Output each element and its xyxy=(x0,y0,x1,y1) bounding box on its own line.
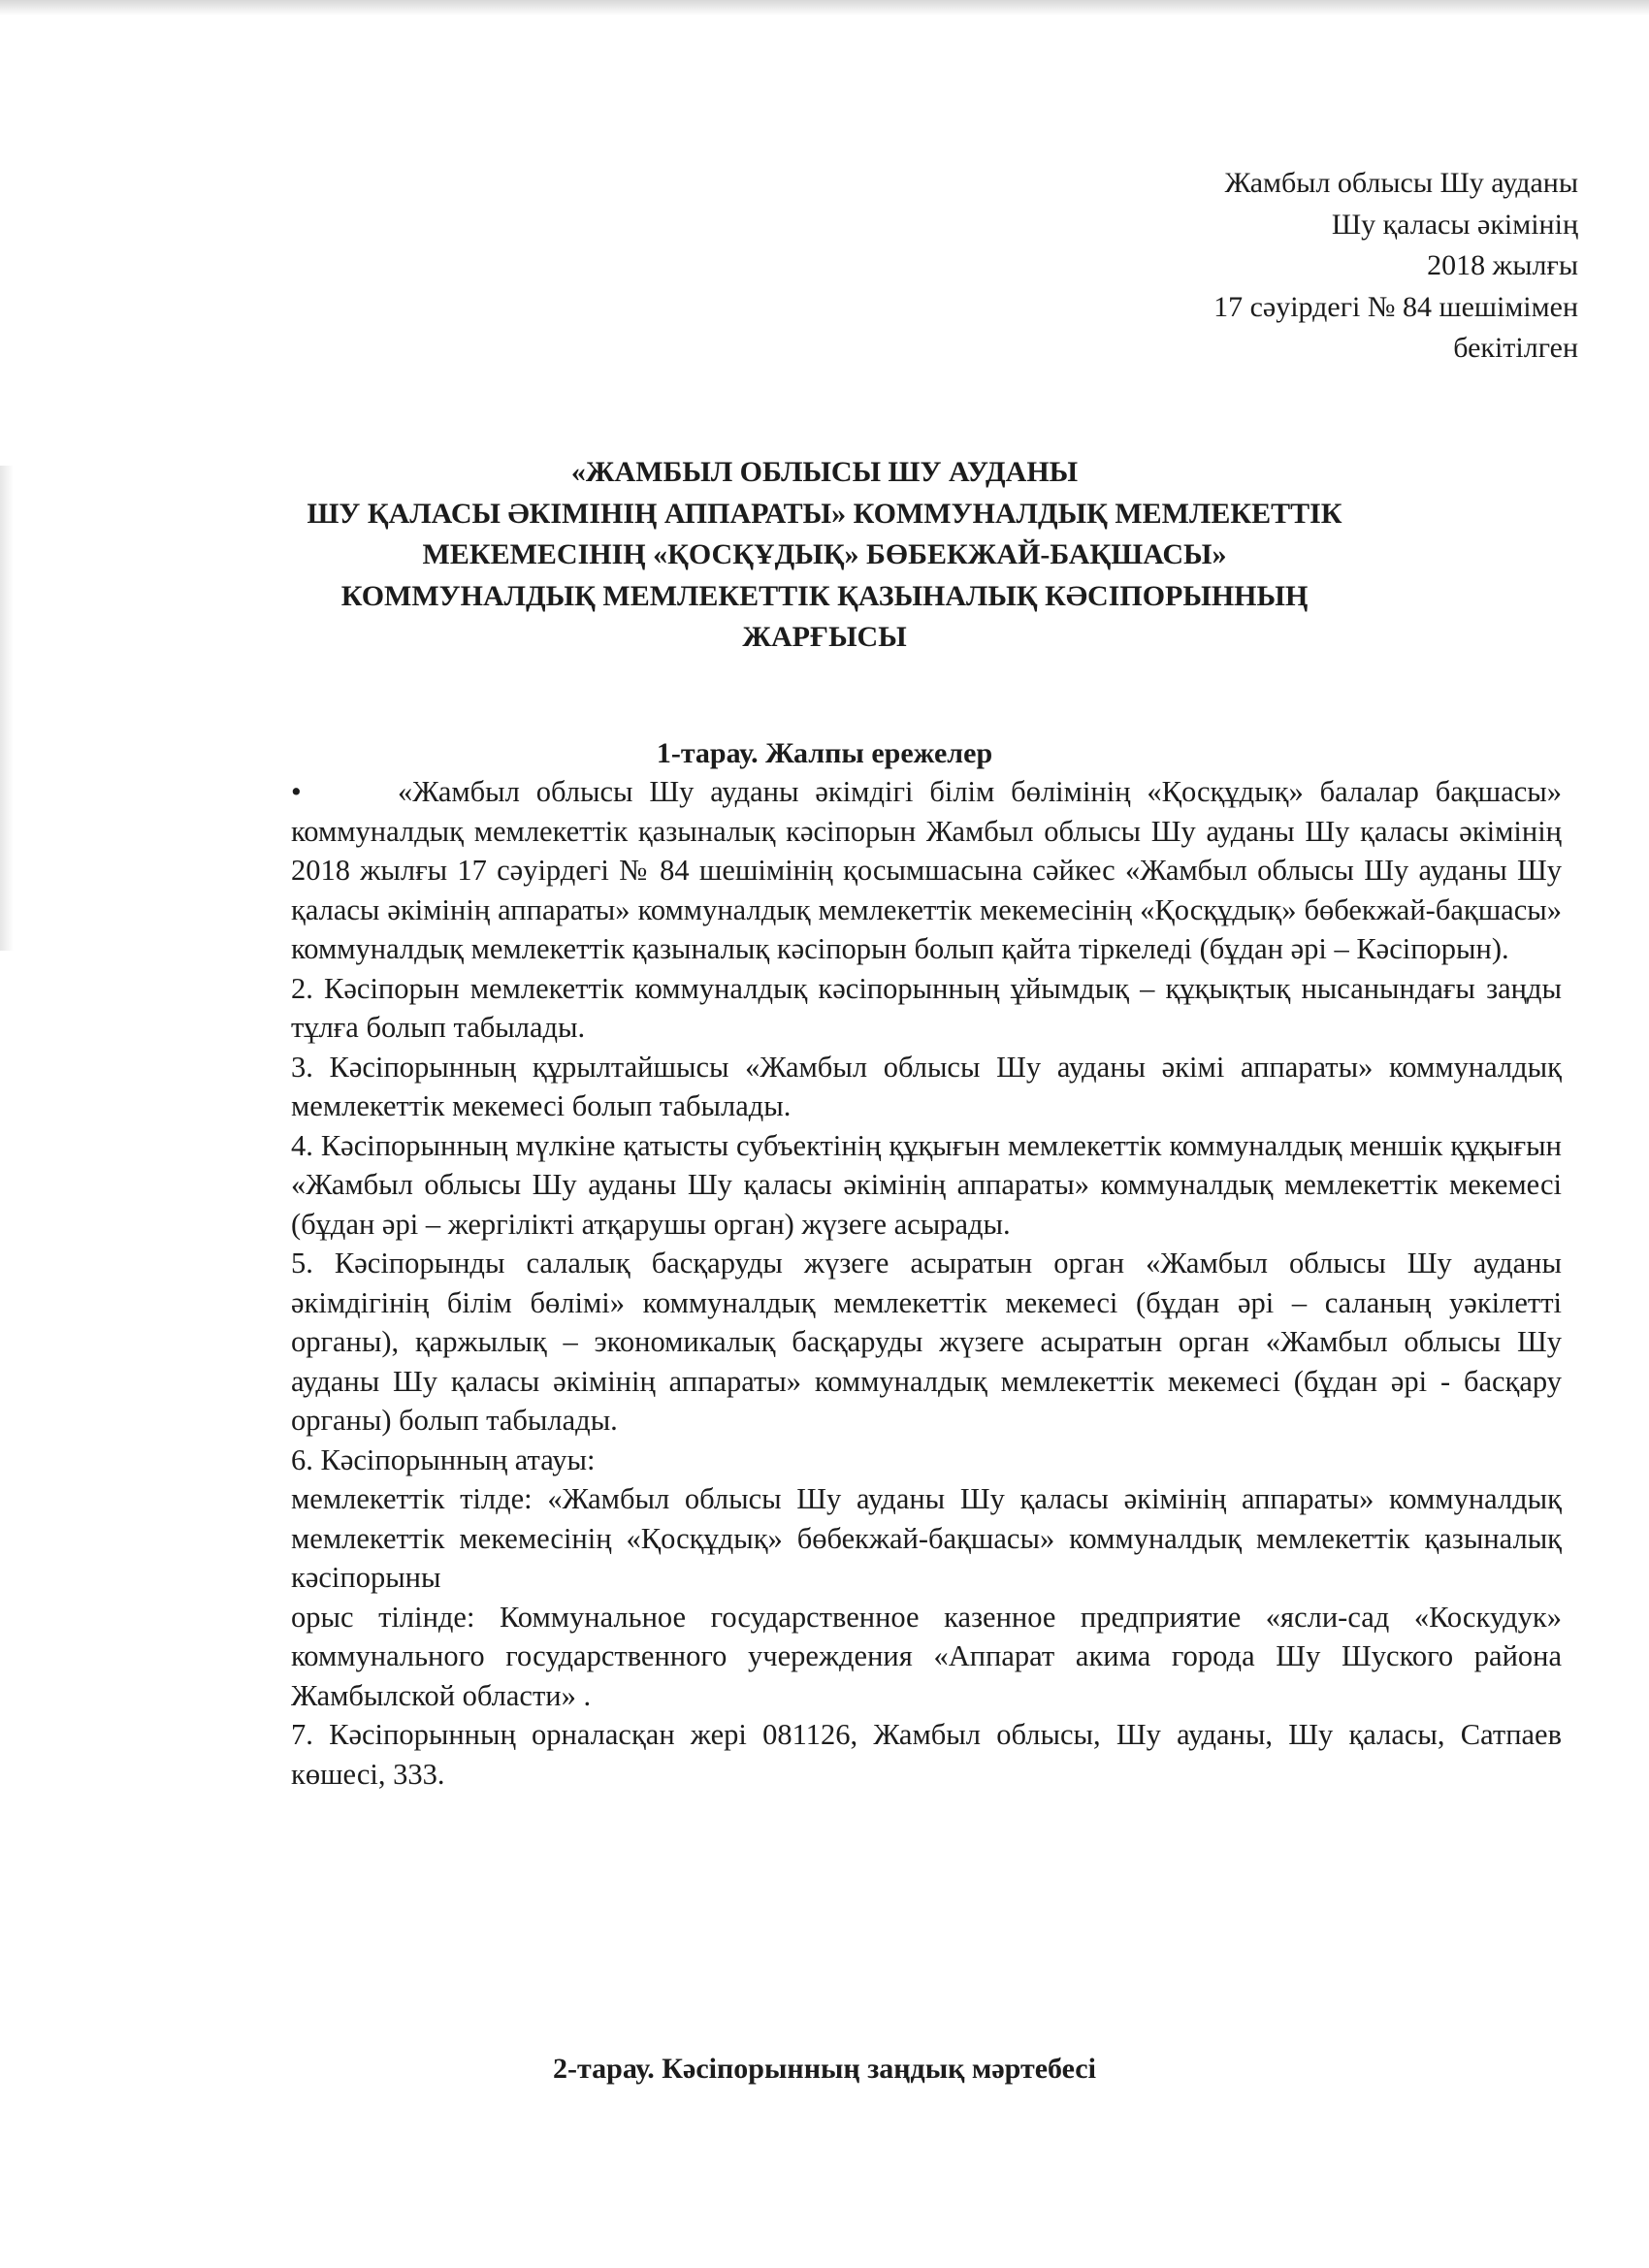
approval-block xyxy=(1213,163,1578,370)
title-line: ШУ ҚАЛАСЫ ӘКІМІНІҢ АППАРАТЫ» КОММУНАЛДЫҚ МЕМЛЕКЕТТІК xyxy=(307,497,1342,530)
title-line: КОММУНАЛДЫҚ МЕМЛЕКЕТТІК ҚАЗЫНАЛЫҚ КӘСІПОРЫННЫҢ xyxy=(340,579,1309,612)
paragraph-6-russian: орыс тілінде: Коммунальное государственное казенное предприятие «ясли-сад «Коскудук» коммунального государственного учереждения «Аппарат акима города Шу Шуского района Жамбылской области» . xyxy=(291,1600,1562,1712)
title-line: «ЖАМБЫЛ ОБЛЫСЫ ШУ АУДАНЫ xyxy=(570,456,1079,488)
paragraph-5: 5. Кәсіпорынды салалық басқаруды жүзеге асыратын орган «Жамбыл облысы Шу ауданы әкімдігінің білім бөлімі» коммуналдық мемлекеттік мекемесі (бұдан әрі – саланың уәкілетті органы), қаржылық – экономикалық басқаруды жүзеге асыратын орган «Жамбыл облысы Шу ауданы Шу қаласы әкімінің аппараты» коммуналдық мемлекеттік мекемесі (бұдан әрі - басқару органы) болып табылады. xyxy=(291,1247,1562,1437)
scan-edge-shadow-left xyxy=(0,466,14,951)
paragraph-3: 3. Кәсіпорынның құрылтайшысы «Жамбыл облысы Шу ауданы әкімі аппараты» коммуналдық мемлекеттік мекемесі болып табылады. xyxy=(291,1050,1562,1122)
paragraph-6: 6. Кәсіпорынның атауы: xyxy=(291,1442,596,1476)
paragraph-1-text: «Жамбыл облысы Шу ауданы әкімдігі білім бөлімінің «Қосқұдық» балалар бақшасы» коммуналдық мемлекеттік қазыналық кәсіпорын Жамбыл облысы Шу ауданы Шу қаласы әкімінің 2018 жылғы 17 сәуірдегі № 84 шешімінің қосымшасына сәйкес «Жамбыл облысы Шу ауданы Шу қаласы әкімінің аппараты» коммуналдық мемлекеттік мекемесінің «Қосқұдық» бөбекжай-бақшасы» коммуналдық мемлекеттік қазыналық кәсіпорын болып қайта тіркеледі (бұдан әрі – Кәсіпорын). xyxy=(291,775,1562,965)
paragraph-2: 2. Кәсіпорын мемлекеттік коммуналдық кәсіпорынның ұйымдық – құқықтық нысанындағы заңды тұлға болып табылады. xyxy=(291,971,1562,1044)
scan-edge-shadow xyxy=(0,0,1649,16)
paragraph-4: 4. Кәсіпорынның мүлкіне қатысты субъектінің құқығын мемлекеттік коммуналдық меншік құқығын «Жамбыл облысы Шу ауданы Шу қаласы әкімінің аппараты» коммуналдық мемлекеттік мекемесі (бұдан әрі – жергілікті атқарушы орган) жүзеге асырады. xyxy=(291,1128,1562,1241)
paragraph-6-state-lang: мемлекеттік тілде: «Жамбыл облысы Шу ауданы Шу қаласы әкімінің аппараты» коммуналдық мемлекеттік мекемесінің «Қосқұдық» бөбекжай-бақшасы» коммуналдық мемлекеттік қазыналық кәсіпорыны xyxy=(291,1482,1562,1594)
approval-line: бекітілген xyxy=(1453,332,1578,364)
document-title xyxy=(291,452,1358,659)
section-1-body xyxy=(291,772,1562,1794)
title-line: ЖАРҒЫСЫ xyxy=(742,621,907,653)
section-1-heading: 1-тарау. Жалпы ережелер xyxy=(656,737,993,769)
paragraph-7: 7. Кәсіпорынның орналасқан жері 081126, Жамбыл облысы, Шу ауданы, Шу қаласы, Сатпаев көшесі, 333. xyxy=(291,1718,1562,1791)
title-line: МЕКЕМЕСІНІҢ «ҚОСҚҰДЫҚ» БӨБЕКЖАЙ-БАҚШАСЫ» xyxy=(422,538,1227,570)
bullet-marker: • xyxy=(291,775,302,808)
section-2-heading: 2-тарау. Кәсіпорынның заңдық мәртебесі xyxy=(553,2053,1096,2085)
approval-line: 2018 жылғы xyxy=(1427,249,1578,281)
paragraph-1 xyxy=(291,772,1562,969)
approval-line: Жамбыл облысы Шу ауданы xyxy=(1224,167,1578,199)
approval-line: 17 сәуірдегі № 84 шешімімен xyxy=(1213,290,1578,323)
approval-line: Шу қаласы әкімінің xyxy=(1331,208,1578,241)
